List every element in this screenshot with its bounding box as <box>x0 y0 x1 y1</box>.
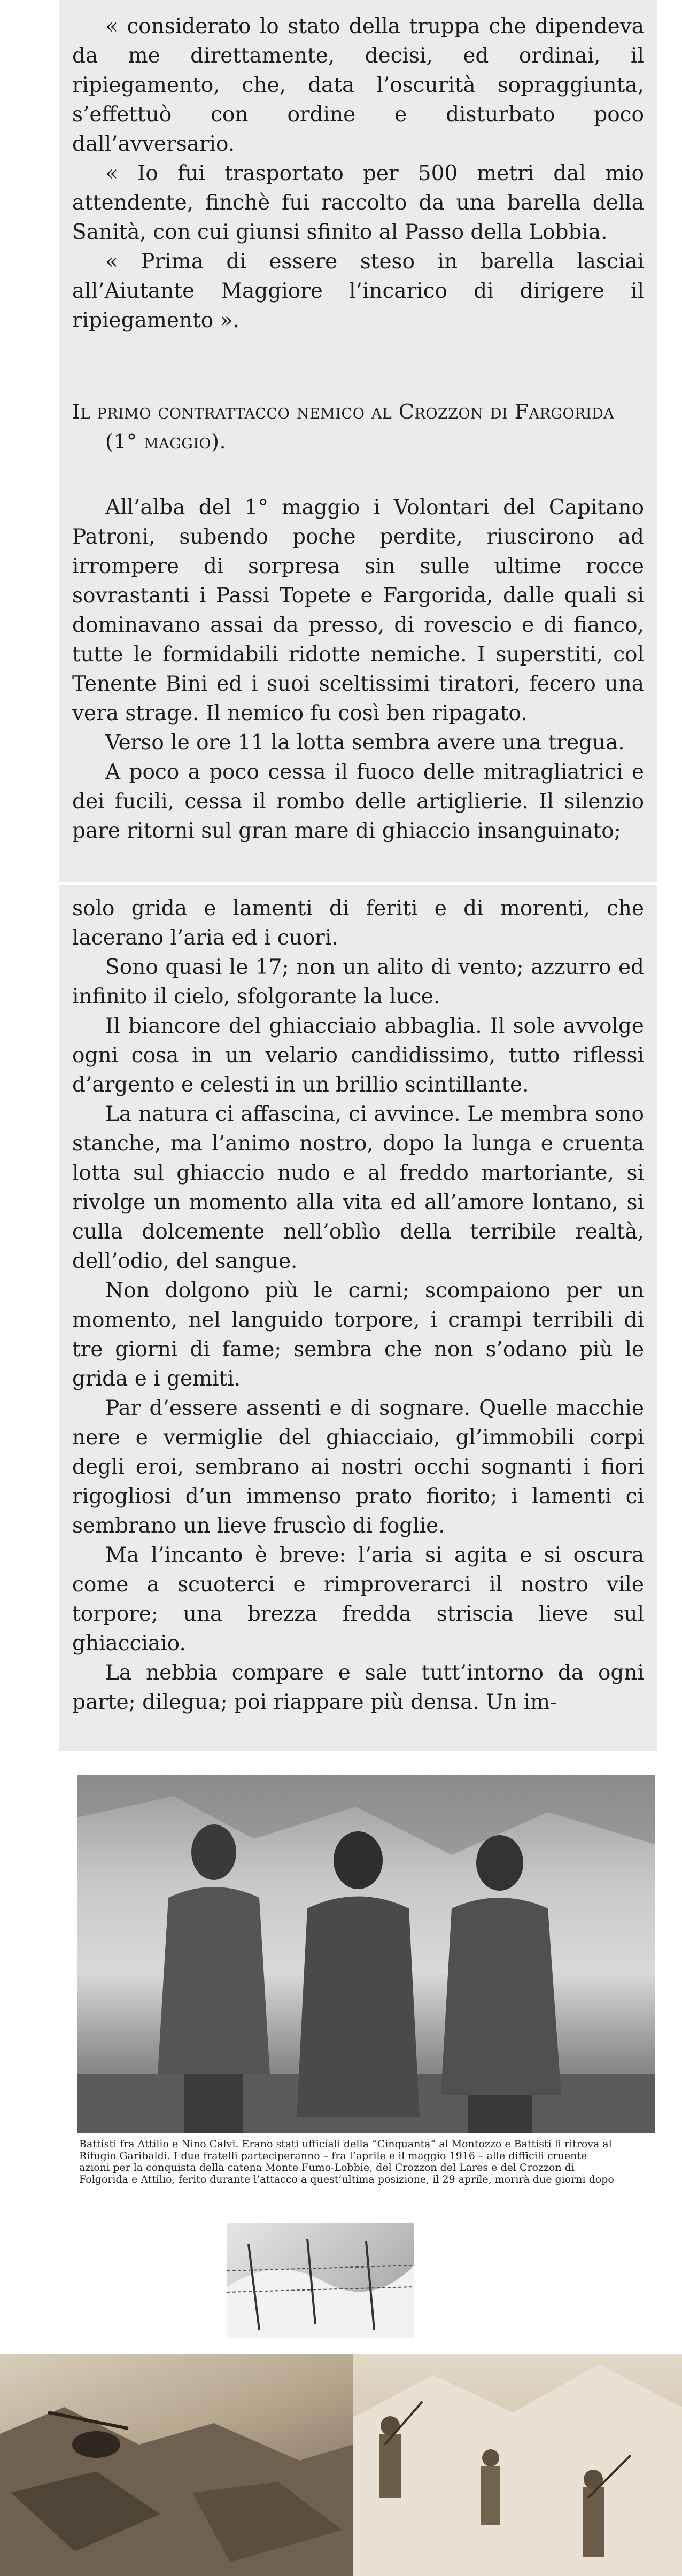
paragraph: A poco a poco cessa il fuoco delle mitragliatrici e dei fucili, cessa il rombo delle artiglierie. Il silenzio pare ritorni sul gran mare di ghiaccio insanguinato; <box>72 760 644 843</box>
paragraph: Il biancore del ghiacciaio abbaglia. Il sole avvolge ogni cosa in un velario candidissimo, tutto riflessi d’argento e celesti in un brillio scintillante. <box>72 1014 644 1097</box>
photo-soldiers-in-snow <box>353 2354 682 2576</box>
paragraph: Verso le ore 11 la lotta sembra avere una tregua. <box>105 731 625 755</box>
paragraph: All’alba del 1° maggio i Volontari del Capitano Patroni, subendo poche perdite, riuscirono ad irrompere di sorpresa sin sulle ultime rocce sovrastanti i Passi Topete e Fargorida, dalle quali si dominavano assai da presso, di rovescio e di fianco, tutte le formidabili ridotte nemiche. I superstiti, col Tenente Bini ed i suoi sceltissimi tiratori, fecero una vera strage. Il nemico fu così ben ripagato. <box>72 496 644 725</box>
photo-snow-barbed-wire <box>227 2223 414 2338</box>
photo-soldiers-on-rocks <box>0 2354 353 2576</box>
text-column-bottom <box>72 894 644 1717</box>
paragraph: Non dolgono più le carni; scompaiono per un momento, nel languido torpore, i crampi terribili di tre giorni di fame; sembra che non s’odano più le grida e i gemiti. <box>72 1279 644 1391</box>
paragraph: Par d’essere assenti e di sognare. Quelle macchie nere e vermiglie del ghiacciaio, gl’immobili corpi degli eroi, sembrano ai nostri occhi sognanti i fiori rigogliosi d’un immenso prato fiorito; i lamenti ci sembrano un lieve fruscìo di foglie. <box>72 1396 644 1538</box>
paragraph: « Io fui trasportato per 500 metri dal mio attendente, finchè fui raccolto da una barella della Sanità, con cui giunsi sfinito al Passo della Lobbia. <box>72 161 644 244</box>
section-heading: Il primo contrattacco nemico al Crozzon di Fargorida (1° maggio). <box>72 400 615 453</box>
paragraph: « Prima di essere steso in barella lasciai all’Aiutante Maggiore l’incarico di dirigere il ripiegamento ». <box>72 250 644 332</box>
photo-three-officers <box>78 1775 655 2133</box>
paragraph: solo grida e lamenti di feriti e di morenti, che lacerano l’aria ed i cuori. <box>72 896 644 950</box>
paragraph: La natura ci affascina, ci avvince. Le membra sono stanche, ma l’animo nostro, dopo la lunga e cruenta lotta sul ghiaccio nudo e al freddo martoriante, si rivolge un momento alla vita ed all’amore lontano, si culla dolcemente nell’oblìo della terribile realtà, dell’odio, del sangue. <box>72 1102 644 1273</box>
paragraph: Ma l’incanto è breve: l’aria si agita e si oscura come a scuoterci e rimproverarci il nostro vile torpore; una brezza fredda striscia lieve sul ghiacciaio. <box>72 1543 644 1656</box>
paragraph: La nebbia compare e sale tutt’intorno da ogni parte; dilegua; poi riappare più densa. Un im- <box>72 1661 644 1714</box>
photo-caption: Battisti fra Attilio e Nino Calvi. Erano stati ufficiali della “Cinquanta” al Montozzo e Battisti li ritrova al Rifugio Garibaldi. I due fratelli parteciperanno – fra l’aprile e il maggio 1916 – alle difficili cruente azioni per la conquista della catena Monte Fumo-Lobbie, del Crozzon del Lares e del Crozzon di Folgorida e Attilio, ferito durante l’attacco a quest’ultima posizione, il 29 aprile, morirà due giorni dopo <box>79 2138 614 2185</box>
paragraph: « considerato lo stato della truppa che dipendeva da me direttamente, decisi, ed ordinai, il ripiegamento, che, data l’oscurità sopraggiunta, s’effettuò con ordine e disturbato poco dall’avversario. <box>72 14 644 156</box>
paragraph: Sono quasi le 17; non un alito di vento; azzurro ed infinito il cielo, sfolgorante la luce. <box>72 955 644 1009</box>
text-column-top <box>72 12 644 846</box>
